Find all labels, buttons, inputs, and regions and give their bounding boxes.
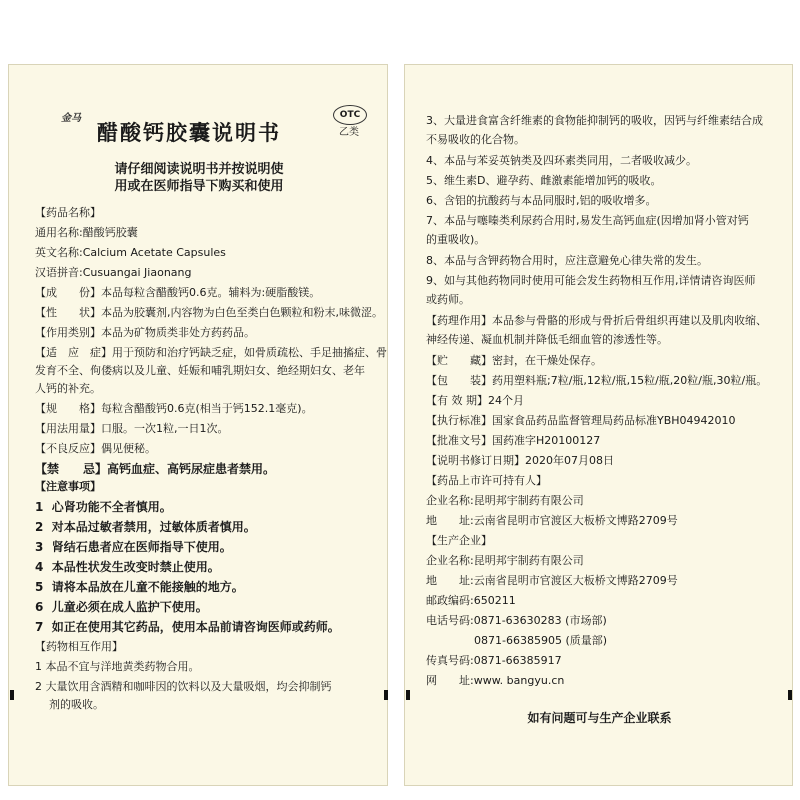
holder-address: 地 址:云南省昆明市官渡区大板桥文博路2709号 <box>426 514 678 527</box>
registration-mark <box>10 690 14 700</box>
precaution-item <box>35 559 220 575</box>
precaution-text: 请将本品放在儿童不能接触的地方。 <box>51 580 244 594</box>
pharmacology-line-1: 本品参与骨骼的形成与骨折后骨组织再建以及肌肉收缩、 <box>492 314 767 327</box>
generic-name: 通用名称:醋酸钙胶囊 <box>35 226 138 239</box>
fax: 传真号码:0871-66385917 <box>426 654 562 667</box>
ingredients-row <box>35 285 320 301</box>
registration-mark <box>384 690 388 700</box>
drug-name-header: 【药品名称】 <box>35 206 101 219</box>
interaction-item-7: 7、本品与噻嗪类利尿药合用时,易发生高钙血症(因增加肾小管对钙 <box>426 214 749 227</box>
registration-mark <box>406 690 410 700</box>
pharmacology-line-2: 神经传递、凝血机制并降低毛细血管的渗透性等。 <box>426 333 668 346</box>
leaflet-left-panel <box>8 64 388 786</box>
precaution-number: 3 <box>35 540 44 554</box>
holder-company: 企业名称:昆明邦宇制药有限公司 <box>426 494 584 507</box>
package-text: 药用塑料瓶;7粒/瓶,12粒/瓶,15粒/瓶,20粒/瓶,30粒/瓶。 <box>492 374 768 387</box>
interaction-item-9: 9、如与其他药物同时使用可能会发生药物相互作用,详情请咨询医师 <box>426 274 756 287</box>
interaction-item-6: 6、含铝的抗酸药与本品同服时,铝的吸收增多。 <box>426 194 657 207</box>
precaution-item <box>35 539 232 555</box>
validity-tag: 【有 效 期】 <box>426 394 488 407</box>
standard-tag: 【执行标准】 <box>426 414 492 427</box>
interaction-item-1: 1 本品不宜与洋地黄类药物合用。 <box>35 660 200 673</box>
storage-tag: 【贮 藏】 <box>426 354 492 367</box>
interactions-header: 【药物相互作用】 <box>35 640 123 653</box>
precaution-text: 肾结石患者应在医师指导下使用。 <box>51 540 232 554</box>
interaction-item-9-cont: 或药师。 <box>426 293 470 306</box>
precaution-number: 6 <box>35 600 44 614</box>
approval-text: 国药准字H20100127 <box>492 434 601 447</box>
interaction-item-4: 4、本品与苯妥英钠类及四环素类同用，二者吸收减少。 <box>426 154 697 167</box>
precaution-item <box>35 519 256 535</box>
brand-logo: 金马 <box>61 113 81 124</box>
approval-row <box>426 433 600 449</box>
instruction-line-1: 请仔细阅读说明书并按说明使 <box>114 162 284 177</box>
precaution-text: 对本品过敏者禁用，过敏体质者慎用。 <box>51 520 256 534</box>
revision-text: 2020年07月08日 <box>525 454 614 467</box>
interaction-item-3: 3、大量进食富含纤维素的食物能抑制钙的吸收，因钙与纤维素结合成 <box>426 114 763 127</box>
english-name: 英文名称:Calcium Acetate Capsules <box>35 246 226 259</box>
registration-mark <box>788 690 792 700</box>
dosage-row <box>35 421 229 437</box>
properties-text: 本品为胶囊剂,内容物为白色至类白色颗粒和粉末,味微涩。 <box>101 306 383 319</box>
contra-row <box>35 461 275 477</box>
interaction-item-8: 8、本品与含钾药物合用时，应注意避免心律失常的发生。 <box>426 254 708 267</box>
package-tag: 【包 装】 <box>426 374 492 387</box>
revision-tag: 【说明书修订日期】 <box>426 454 525 467</box>
properties-row <box>35 305 383 321</box>
contra-tag: 【禁 忌】 <box>35 462 108 476</box>
indications-tag: 【适 应 症】 <box>35 346 112 359</box>
category-row <box>35 325 255 341</box>
phone-quality: 0871-66385905 (质量部) <box>474 634 608 647</box>
ingredients-tag: 【成 份】 <box>35 286 101 299</box>
interaction-item-3-cont: 不易吸收的化合物。 <box>426 133 525 146</box>
precaution-text: 心肾功能不全者慎用。 <box>51 500 172 514</box>
storage-row <box>426 353 602 369</box>
interaction-item-5: 5、维生素D、避孕药、雌激素能增加钙的吸收。 <box>426 174 662 187</box>
precaution-item <box>35 619 340 635</box>
spec-row <box>35 401 313 417</box>
indications-line-3: 人钙的补充。 <box>35 382 101 395</box>
indications-row <box>35 345 387 361</box>
precaution-item <box>35 579 244 595</box>
manufacturer-company: 企业名称:昆明邦宇制药有限公司 <box>426 554 584 567</box>
pharmacology-row <box>426 313 767 329</box>
holder-header: 【药品上市许可持有人】 <box>426 474 547 487</box>
indications-line-2: 发育不全、佝偻病以及儿童、妊娠和哺乳期妇女、绝经期妇女、老年 <box>35 364 365 377</box>
validity-text: 24个月 <box>488 394 524 407</box>
manufacturer-header: 【生产企业】 <box>426 534 492 547</box>
validity-row <box>426 393 524 409</box>
precaution-item <box>35 499 172 515</box>
document-title: 醋酸钙胶囊说明书 <box>97 121 281 145</box>
storage-text: 密封，在干燥处保存。 <box>492 354 602 367</box>
precautions-header: 【注意事项】 <box>35 480 101 493</box>
precaution-item <box>35 599 208 615</box>
precaution-text: 如正在使用其它药品，使用本品前请咨询医师或药师。 <box>51 620 340 634</box>
interaction-item-7-cont: 的重吸收)。 <box>426 233 486 246</box>
revision-row <box>426 453 614 469</box>
phone-market: 电话号码:0871-63630283 (市场部) <box>426 614 607 627</box>
dosage-tag: 【用法用量】 <box>35 422 101 435</box>
manufacturer-address: 地 址:云南省昆明市官渡区大板桥文博路2709号 <box>426 574 678 587</box>
precaution-number: 4 <box>35 560 44 574</box>
package-row <box>426 373 767 389</box>
properties-tag: 【性 状】 <box>35 306 101 319</box>
website: 网 址:www. bangyu.cn <box>426 674 565 687</box>
interaction-item-2-cont: 剂的吸收。 <box>49 698 104 711</box>
indications-line-1: 用于预防和治疗钙缺乏症，如骨质疏松、手足抽搐症、骨 <box>112 346 387 359</box>
adverse-tag: 【不良反应】 <box>35 442 101 455</box>
ingredients-text: 本品每粒含醋酸钙0.6克。辅料为:硬脂酸镁。 <box>101 286 321 299</box>
precaution-number: 2 <box>35 520 44 534</box>
postcode: 邮政编码:650211 <box>426 594 516 607</box>
footer-contact-note: 如有问题可与生产企业联系 <box>527 711 672 725</box>
pharmacology-tag: 【药理作用】 <box>426 314 492 327</box>
spec-tag: 【规 格】 <box>35 402 101 415</box>
interaction-item-2: 2 大量饮用含酒精和咖啡因的饮料以及大量吸烟，均会抑制钙 <box>35 680 332 693</box>
leaflet-right-panel <box>404 64 793 786</box>
precaution-number: 1 <box>35 500 44 514</box>
category-text: 本品为矿物质类非处方药药品。 <box>101 326 255 339</box>
standard-row <box>426 413 736 429</box>
approval-tag: 【批准文号】 <box>426 434 492 447</box>
spec-text: 每粒含醋酸钙0.6克(相当于钙152.1毫克)。 <box>101 402 313 415</box>
adverse-row <box>35 441 156 457</box>
pinyin-name: 汉语拼音:Cusuangai Jiaonang <box>35 266 192 279</box>
standard-text: 国家食品药品监督管理局药品标准YBH04942010 <box>492 414 736 427</box>
dosage-text: 口服。一次1粒,一日1次。 <box>101 422 229 435</box>
otc-badge: OTC <box>333 105 367 125</box>
precaution-number: 7 <box>35 620 44 634</box>
otc-class-label: 乙类 <box>339 127 359 138</box>
category-tag: 【作用类别】 <box>35 326 101 339</box>
precaution-number: 5 <box>35 580 44 594</box>
contra-text: 高钙血症、高钙尿症患者禁用。 <box>107 462 276 476</box>
adverse-text: 偶见便秘。 <box>101 442 156 455</box>
instruction-line-2: 用或在医师指导下购买和使用 <box>114 179 284 194</box>
precaution-text: 儿童必须在成人监护下使用。 <box>51 600 208 614</box>
precaution-text: 本品性状发生改变时禁止使用。 <box>51 560 220 574</box>
